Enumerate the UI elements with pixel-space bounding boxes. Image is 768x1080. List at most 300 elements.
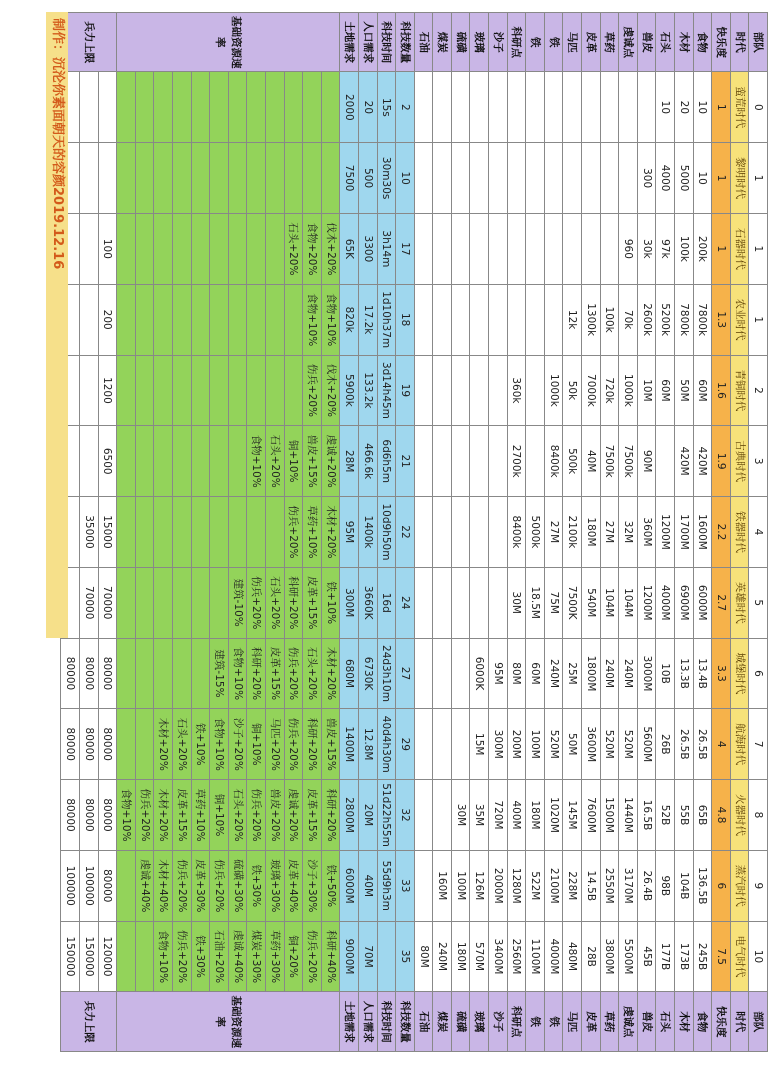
- resource-research-cell: 400M: [507, 780, 526, 851]
- resource-sand-cell: [489, 72, 508, 143]
- resource-sulfur-cell: [451, 355, 470, 426]
- resource-hide-cell: 360M: [637, 497, 656, 568]
- base-bonus-cell: [321, 143, 340, 214]
- resource-sulfur-cell: [451, 497, 470, 568]
- resource-hide-cell: 3000M: [637, 638, 656, 709]
- resource-hide-cell: 90M: [637, 426, 656, 497]
- resource-glass-cell: [470, 567, 489, 638]
- pop-need-cell: 12.8M: [358, 709, 377, 780]
- base-bonus-cell: 马匹+20%: [265, 709, 284, 780]
- base-bonus-cell: [228, 426, 247, 497]
- base-bonus-cell: [191, 284, 210, 355]
- resource-iron-cell: [544, 72, 563, 143]
- base-bonus-cell: 伤兵+20%: [247, 780, 266, 851]
- resource-oil-cell: [414, 214, 433, 285]
- resource-iron-cell: 1020M: [544, 780, 563, 851]
- resource-stone-cell: 4000M: [656, 567, 675, 638]
- base-bonus-cell: [247, 214, 266, 285]
- base-bonus-cell: 石头+20%: [284, 214, 303, 285]
- base-bonus-row: [228, 13, 247, 1052]
- resource-sulfur-cell: [451, 567, 470, 638]
- resource-sand-cell: 95M: [489, 638, 508, 709]
- land-need-row: [340, 13, 359, 1052]
- tech-count-cell: 24: [396, 567, 415, 638]
- pop-need-cell: 6730K: [358, 638, 377, 709]
- land-need-cell: 28M: [340, 426, 359, 497]
- resource-stone-cell: 97k: [656, 214, 675, 285]
- base-bonus-cell: [154, 355, 173, 426]
- resource-iron-row: [526, 13, 545, 1052]
- resource-sand-cell: [489, 284, 508, 355]
- base-bonus-cell: [154, 284, 173, 355]
- resource-research-cell: [507, 284, 526, 355]
- resource-sand-cell: [489, 355, 508, 426]
- resource-herb-cell: 240M: [600, 638, 619, 709]
- resource-farm-label: 虔诚点: [619, 13, 638, 72]
- resource-iron-cell: 520M: [544, 709, 563, 780]
- resource-herb-cell: 3800M: [600, 921, 619, 992]
- resource-food-cell: 136.5B: [693, 850, 712, 921]
- resource-glass-cell: [470, 72, 489, 143]
- resource-farm-cell: 3170M: [619, 850, 638, 921]
- resource-glass-cell: 126M: [470, 850, 489, 921]
- resource-wood-cell: 173B: [675, 921, 694, 992]
- base-bonus-row: [117, 13, 136, 1052]
- resource-sulfur-cell: [451, 72, 470, 143]
- resource-coal-label: 煤炭: [433, 13, 452, 72]
- base-bonus-cell: [173, 143, 192, 214]
- resource-leather-label: 皮革: [582, 13, 601, 72]
- resource-sulfur-cell: [451, 284, 470, 355]
- tech-time-cell: 10d9h50m: [377, 497, 396, 568]
- troop-cap-cell: [98, 72, 117, 143]
- base-bonus-cell: [210, 214, 229, 285]
- land-need-cell: 1400M: [340, 709, 359, 780]
- base-bonus-cell: [173, 638, 192, 709]
- land-need-cell: 300M: [340, 567, 359, 638]
- troop-cap-cell: [80, 284, 99, 355]
- resource-oil-cell: [414, 426, 433, 497]
- era-index-cell: 1: [749, 284, 768, 355]
- tech-time-label: 科技时间: [377, 13, 396, 72]
- resource-farm-cell: 240M: [619, 638, 638, 709]
- base-bonus-cell: [173, 426, 192, 497]
- base-bonus-cell: [284, 355, 303, 426]
- base-bonus-cell: 铁+50%: [321, 850, 340, 921]
- resource-research-cell: 2560M: [507, 921, 526, 992]
- resource-oil-cell: 80M: [414, 921, 433, 992]
- resource-stone-cell: 10B: [656, 638, 675, 709]
- base-bonus-cell: 石头+20%: [303, 638, 322, 709]
- resource-glass-row: [470, 13, 489, 1052]
- troop-cap-cell: 120000: [98, 921, 117, 992]
- happiness-cell: 1: [712, 214, 731, 285]
- resource-coal-cell: [433, 355, 452, 426]
- resource-sulfur-label: 硫磺: [451, 13, 470, 72]
- resource-iron-cell: [526, 214, 545, 285]
- pop-need-cell: 70M: [358, 921, 377, 992]
- troop-cap-cell: 200: [98, 284, 117, 355]
- base-bonus-cell: 铁+30%: [247, 850, 266, 921]
- resource-food-label: 食物: [693, 13, 712, 72]
- era-index-cell: 2: [749, 355, 768, 426]
- base-bonus-cell: 科研+20%: [284, 567, 303, 638]
- base-bonus-cell: [191, 567, 210, 638]
- resource-leather-cell: 40M: [582, 426, 601, 497]
- resource-farm-cell: [619, 143, 638, 214]
- base-bonus-label-right: 基础资源速率: [117, 992, 340, 1052]
- tech-time-cell: 51d22h55m: [377, 780, 396, 851]
- land-need-cell: 820k: [340, 284, 359, 355]
- land-need-cell: 2800M: [340, 780, 359, 851]
- resource-iron-cell: 1100M: [526, 921, 545, 992]
- resource-leather-cell: [582, 214, 601, 285]
- era-index-cell: 9: [749, 850, 768, 921]
- base-bonus-cell: [154, 567, 173, 638]
- tech-time-label-right: 科技时间: [377, 992, 396, 1052]
- base-bonus-cell: [117, 850, 136, 921]
- resource-leather-cell: [582, 72, 601, 143]
- troop-cap-cell: 80000: [98, 780, 117, 851]
- base-bonus-cell: [265, 497, 284, 568]
- pop-need-cell: 3300: [358, 214, 377, 285]
- resource-horse-label: 马匹: [563, 13, 582, 72]
- tech-count-label: 科技数量: [396, 13, 415, 72]
- troop-cap-cell: 1200: [98, 355, 117, 426]
- resource-wood-cell: 5000: [675, 143, 694, 214]
- tech-time-cell: 24d3h10m: [377, 638, 396, 709]
- base-bonus-cell: 硫磺+30%: [228, 850, 247, 921]
- base-bonus-cell: 沙子+30%: [303, 850, 322, 921]
- resource-farm-row: [619, 13, 638, 1052]
- base-bonus-cell: 皮革+15%: [303, 567, 322, 638]
- resource-coal-cell: [433, 214, 452, 285]
- resource-glass-label-right: 玻璃: [470, 992, 489, 1052]
- resource-research-cell: [507, 143, 526, 214]
- base-bonus-cell: [247, 497, 266, 568]
- base-bonus-cell: [191, 72, 210, 143]
- base-bonus-cell: [173, 567, 192, 638]
- base-bonus-cell: [117, 214, 136, 285]
- resource-stone-cell: 26B: [656, 709, 675, 780]
- base-bonus-row: [303, 13, 322, 1052]
- base-bonus-cell: [191, 497, 210, 568]
- resource-iron-cell: [526, 426, 545, 497]
- resource-farm-cell: 70k: [619, 284, 638, 355]
- land-need-cell: 680M: [340, 638, 359, 709]
- resource-coal-cell: [433, 143, 452, 214]
- troop-cap-cell: 150000: [61, 921, 80, 992]
- base-bonus-cell: [265, 143, 284, 214]
- resource-farm-cell: 520M: [619, 709, 638, 780]
- base-bonus-cell: 木材+20%: [321, 638, 340, 709]
- resource-herb-row: [600, 13, 619, 1052]
- resource-food-cell: 245B: [693, 921, 712, 992]
- era-index-row: [749, 13, 768, 1052]
- resource-research-cell: [507, 72, 526, 143]
- base-bonus-cell: 兽皮+15%: [321, 709, 340, 780]
- resource-iron-cell: 180M: [526, 780, 545, 851]
- resource-sand-label-right: 沙子: [489, 992, 508, 1052]
- base-bonus-cell: [228, 284, 247, 355]
- resource-stone-cell: 1200M: [656, 497, 675, 568]
- troop-cap-cell: 80000: [61, 780, 80, 851]
- resource-sand-cell: [489, 426, 508, 497]
- resource-horse-cell: 7500K: [563, 567, 582, 638]
- base-bonus-cell: [117, 355, 136, 426]
- base-bonus-cell: 科研+20%: [303, 709, 322, 780]
- era-name-cell: 古典时代: [730, 426, 749, 497]
- resource-hide-cell: 2600k: [637, 284, 656, 355]
- resource-stone-cell: 4000: [656, 143, 675, 214]
- resource-iron-cell: 2100M: [544, 850, 563, 921]
- resource-iron-cell: 18.5M: [526, 567, 545, 638]
- resource-farm-cell: 1440M: [619, 780, 638, 851]
- resource-hide-cell: 26.4B: [637, 850, 656, 921]
- base-bonus-cell: 皮革+15%: [303, 780, 322, 851]
- land-need-cell: 6000M: [340, 850, 359, 921]
- resource-food-row: [693, 13, 712, 1052]
- era-name-cell: 电气时代: [730, 921, 749, 992]
- base-bonus-row: [247, 13, 266, 1052]
- resource-herb-cell: 100k: [600, 284, 619, 355]
- resource-research-label-right: 科研点: [507, 992, 526, 1052]
- troop-cap-cell: [80, 72, 99, 143]
- era-index-cell: 4: [749, 497, 768, 568]
- era-index-cell: 3: [749, 426, 768, 497]
- troop-cap-cell: [80, 426, 99, 497]
- resource-wood-cell: 1700M: [675, 497, 694, 568]
- base-bonus-cell: 伤兵+20%: [303, 355, 322, 426]
- resource-hide-cell: [637, 72, 656, 143]
- resource-glass-cell: [470, 284, 489, 355]
- resource-iron-cell: 75M: [544, 567, 563, 638]
- base-bonus-cell: [265, 355, 284, 426]
- resource-horse-cell: 50M: [563, 709, 582, 780]
- resource-sand-label: 沙子: [489, 13, 508, 72]
- resource-herb-cell: [600, 143, 619, 214]
- tech-time-cell: 3h14m: [377, 214, 396, 285]
- happiness-cell: 1.9: [712, 426, 731, 497]
- base-bonus-cell: 伐木+20%: [321, 355, 340, 426]
- base-bonus-cell: [173, 497, 192, 568]
- resource-food-cell: 7800k: [693, 284, 712, 355]
- base-bonus-cell: [135, 567, 154, 638]
- resource-sand-cell: [489, 567, 508, 638]
- resource-food-cell: 420M: [693, 426, 712, 497]
- base-bonus-cell: 铁+10%: [191, 709, 210, 780]
- troop-cap-cell: 80000: [61, 638, 80, 709]
- resource-iron-cell: [526, 355, 545, 426]
- base-bonus-cell: 煤炭+30%: [247, 921, 266, 992]
- troop-cap-row: [98, 13, 117, 1052]
- era-name-cell: 蒸汽时代: [730, 850, 749, 921]
- resource-farm-cell: [619, 72, 638, 143]
- troop-cap-cell: 80000: [80, 709, 99, 780]
- tech-count-cell: 21: [396, 426, 415, 497]
- resource-food-cell: 6000M: [693, 567, 712, 638]
- base-bonus-row: [135, 13, 154, 1052]
- base-bonus-cell: [173, 284, 192, 355]
- base-bonus-cell: [265, 72, 284, 143]
- base-bonus-cell: [117, 143, 136, 214]
- base-bonus-cell: [154, 214, 173, 285]
- resource-iron-cell: [526, 143, 545, 214]
- land-need-label-right: 土地需求: [340, 992, 359, 1052]
- resource-iron-label: 铁: [526, 13, 545, 72]
- base-bonus-cell: [284, 143, 303, 214]
- resource-research-row: [507, 13, 526, 1052]
- base-bonus-cell: 伤兵+20%: [247, 567, 266, 638]
- resource-horse-cell: 145M: [563, 780, 582, 851]
- base-bonus-cell: 皮革+30%: [191, 850, 210, 921]
- resource-iron-cell: 100M: [526, 709, 545, 780]
- base-bonus-cell: 石头+20%: [173, 709, 192, 780]
- base-bonus-cell: [265, 214, 284, 285]
- land-need-cell: 65K: [340, 214, 359, 285]
- base-bonus-cell: 虔诚+20%: [284, 780, 303, 851]
- base-bonus-cell: 草药+30%: [265, 921, 284, 992]
- base-bonus-cell: [173, 72, 192, 143]
- resource-stone-cell: 177B: [656, 921, 675, 992]
- era-index-cell: 5: [749, 567, 768, 638]
- resource-glass-cell: [470, 426, 489, 497]
- resource-herb-cell: [600, 72, 619, 143]
- base-bonus-cell: 皮革+40%: [284, 850, 303, 921]
- resource-food-cell: 10: [693, 72, 712, 143]
- base-bonus-cell: 虔诚+40%: [135, 850, 154, 921]
- resource-herb-cell: 7500k: [600, 426, 619, 497]
- troop-cap-cell: 80000: [61, 709, 80, 780]
- base-bonus-cell: 铜+10%: [210, 780, 229, 851]
- base-bonus-cell: [154, 497, 173, 568]
- resource-leather-cell: 3600M: [582, 709, 601, 780]
- resource-leather-label-right: 皮革: [582, 992, 601, 1052]
- base-bonus-cell: [117, 426, 136, 497]
- happiness-cell: 6: [712, 850, 731, 921]
- era-name-cell: 青铜时代: [730, 355, 749, 426]
- resource-food-cell: 1600M: [693, 497, 712, 568]
- resource-iron-label-right: 铁: [526, 992, 545, 1052]
- base-bonus-cell: [247, 284, 266, 355]
- troop-cap-cell: 80000: [80, 780, 99, 851]
- resource-oil-label: 石油: [414, 13, 433, 72]
- base-bonus-cell: 食物+10%: [210, 709, 229, 780]
- era-index-cell: 1: [749, 214, 768, 285]
- troop-cap-label-right: 兵力上限: [61, 992, 117, 1052]
- resource-wood-cell: 104B: [675, 850, 694, 921]
- resource-wood-row: [675, 13, 694, 1052]
- resource-oil-cell: [414, 780, 433, 851]
- tech-count-label-right: 科技数量: [396, 992, 415, 1052]
- resource-food-cell: 10: [693, 143, 712, 214]
- resource-food-cell: 200k: [693, 214, 712, 285]
- base-bonus-cell: [135, 72, 154, 143]
- resource-sand-cell: [489, 143, 508, 214]
- pop-need-row: [358, 13, 377, 1052]
- resource-leather-cell: 540M: [582, 567, 601, 638]
- base-bonus-row: [265, 13, 284, 1052]
- resource-leather-cell: 1800M: [582, 638, 601, 709]
- resource-food-cell: 65B: [693, 780, 712, 851]
- base-bonus-cell: 伐木+20%: [321, 214, 340, 285]
- resource-iron-cell: [544, 284, 563, 355]
- base-bonus-cell: [154, 143, 173, 214]
- base-bonus-cell: 科研+40%: [321, 921, 340, 992]
- base-bonus-cell: [284, 284, 303, 355]
- troop-cap-cell: 70000: [98, 567, 117, 638]
- resource-sulfur-cell: [451, 143, 470, 214]
- resource-stone-label-right: 石头: [656, 992, 675, 1052]
- land-need-cell: 5900k: [340, 355, 359, 426]
- era-index-cell: 6: [749, 638, 768, 709]
- base-bonus-cell: [228, 72, 247, 143]
- base-bonus-cell: [173, 355, 192, 426]
- troop-cap-cell: 80000: [98, 638, 117, 709]
- happiness-cell: 4.8: [712, 780, 731, 851]
- land-need-cell: 95M: [340, 497, 359, 568]
- tech-time-cell: 1d10h37m: [377, 284, 396, 355]
- base-bonus-cell: [303, 143, 322, 214]
- resource-iron-label-right: 铁: [544, 992, 563, 1052]
- resource-horse-row: [563, 13, 582, 1052]
- resource-oil-cell: [414, 143, 433, 214]
- happiness-cell: 4: [712, 709, 731, 780]
- base-bonus-cell: 兽皮+20%: [265, 780, 284, 851]
- resource-iron-cell: 5000k: [526, 497, 545, 568]
- resource-farm-cell: 1000k: [619, 355, 638, 426]
- pop-need-cell: 500: [358, 143, 377, 214]
- happiness-cell: 7.5: [712, 921, 731, 992]
- resource-farm-label-right: 虔诚点: [619, 992, 638, 1052]
- base-bonus-cell: 石油+20%: [210, 921, 229, 992]
- base-bonus-label: 基础资源速率: [117, 13, 340, 72]
- resource-horse-cell: [563, 214, 582, 285]
- resource-coal-cell: [433, 426, 452, 497]
- tech-count-cell: 29: [396, 709, 415, 780]
- resource-sand-cell: 3400M: [489, 921, 508, 992]
- tech-count-row: [396, 13, 415, 1052]
- era-name-cell: 英雄时代: [730, 567, 749, 638]
- base-bonus-cell: 建筑-15%: [210, 638, 229, 709]
- era-name-row: [730, 13, 749, 1052]
- base-bonus-row: [191, 13, 210, 1052]
- era-name-label: 时代: [730, 13, 749, 72]
- resource-sand-cell: [489, 497, 508, 568]
- resource-stone-row: [656, 13, 675, 1052]
- resource-sand-cell: 720M: [489, 780, 508, 851]
- author-credit: 制作：沉沦你素面朝天的容颜2019.12.16: [46, 12, 68, 638]
- resource-farm-cell: 5500M: [619, 921, 638, 992]
- base-bonus-cell: [135, 426, 154, 497]
- resource-iron-cell: 4000M: [544, 921, 563, 992]
- resource-wood-cell: 7800k: [675, 284, 694, 355]
- resource-sulfur-cell: 100M: [451, 850, 470, 921]
- base-bonus-cell: 建筑-10%: [228, 567, 247, 638]
- base-bonus-cell: 木材+40%: [154, 850, 173, 921]
- resource-stone-cell: 98B: [656, 850, 675, 921]
- resource-food-label-right: 食物: [693, 992, 712, 1052]
- troop-cap-cell: [80, 355, 99, 426]
- base-bonus-cell: 科研+20%: [321, 780, 340, 851]
- resource-stone-cell: [656, 426, 675, 497]
- base-bonus-cell: [210, 567, 229, 638]
- base-bonus-cell: 铜+10%: [247, 709, 266, 780]
- troop-cap-cell: 80000: [98, 709, 117, 780]
- resource-leather-cell: 1300k: [582, 284, 601, 355]
- tech-time-cell: 30m30s: [377, 143, 396, 214]
- era-table: [60, 12, 768, 1052]
